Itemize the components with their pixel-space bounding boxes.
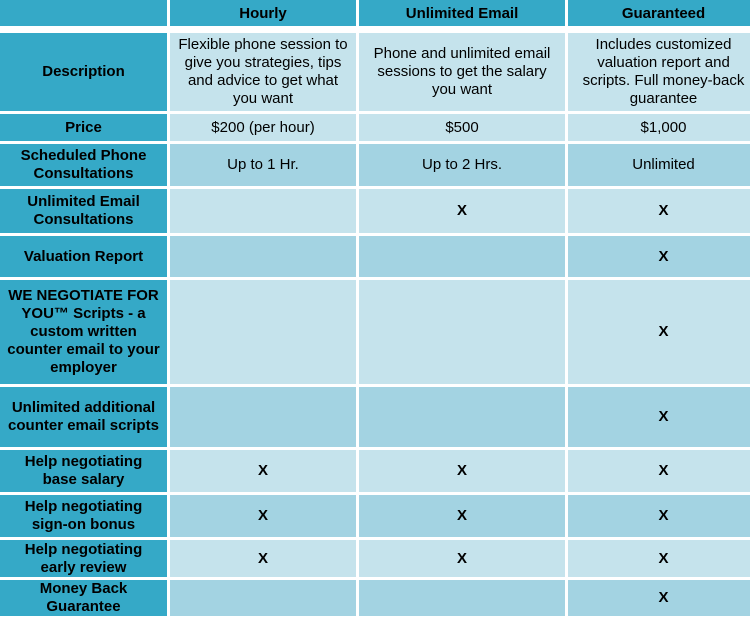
table-row-price: [0, 114, 750, 141]
table-row-early-review: [0, 540, 750, 577]
row-header: Price: [0, 114, 167, 141]
check-mark: X: [359, 450, 565, 492]
check-mark: X: [170, 540, 356, 577]
check-mark: X: [568, 495, 750, 537]
row-header: WE NEGOTIATE FOR YOU™ Scripts - a custom written counter email to your employer: [0, 280, 167, 384]
row-header: Help negotiating early review: [0, 540, 167, 577]
table-cell: Up to 1 Hr.: [170, 144, 356, 186]
column-header-unlimited-email: Unlimited Email: [359, 0, 565, 26]
table-row-scripts: [0, 280, 750, 384]
row-header: Help negotiating sign-on bonus: [0, 495, 167, 537]
header-gap-cell: [0, 29, 750, 30]
check-mark: X: [359, 540, 565, 577]
header-corner: [0, 0, 167, 26]
check-mark: [359, 580, 565, 616]
column-header-hourly: Hourly: [170, 0, 356, 26]
check-mark: [170, 189, 356, 233]
check-mark: [170, 580, 356, 616]
table-cell: $1,000: [568, 114, 750, 141]
check-mark: X: [568, 280, 750, 384]
check-mark: [359, 236, 565, 277]
table-cell: Unlimited: [568, 144, 750, 186]
check-mark: X: [568, 189, 750, 233]
table-cell: Flexible phone session to give you strategies, tips and advice to get what you want: [170, 33, 356, 111]
check-mark: [170, 236, 356, 277]
header-row: [0, 0, 750, 26]
table-cell: $200 (per hour): [170, 114, 356, 141]
column-header-guaranteed: Guaranteed: [568, 0, 750, 26]
check-mark: [170, 387, 356, 447]
table-cell: $500: [359, 114, 565, 141]
check-mark: X: [568, 580, 750, 616]
check-mark: X: [568, 236, 750, 277]
table-row-sign-on-bonus: [0, 495, 750, 537]
table-cell: Up to 2 Hrs.: [359, 144, 565, 186]
table-row-counter-scripts: [0, 387, 750, 447]
check-mark: X: [359, 495, 565, 537]
table-cell: Includes customized valuation report and scripts. Full money-back guarantee: [568, 33, 750, 111]
table-row-phone: [0, 144, 750, 186]
header-gap: [0, 29, 750, 30]
table-row-description: [0, 33, 750, 111]
row-header: Money Back Guarantee: [0, 580, 167, 616]
row-header: Unlimited Email Consultations: [0, 189, 167, 233]
check-mark: X: [359, 189, 565, 233]
check-mark: X: [568, 387, 750, 447]
table-cell: Phone and unlimited email sessions to get the salary you want: [359, 33, 565, 111]
check-mark: X: [568, 540, 750, 577]
row-header: Valuation Report: [0, 236, 167, 277]
check-mark: X: [170, 450, 356, 492]
table-row-money-back: [0, 580, 750, 616]
row-header: Description: [0, 33, 167, 111]
table-row-email: [0, 189, 750, 233]
check-mark: [170, 280, 356, 384]
row-header: Scheduled Phone Consultations: [0, 144, 167, 186]
table-row-base-salary: [0, 450, 750, 492]
check-mark: X: [170, 495, 356, 537]
check-mark: [359, 387, 565, 447]
row-header: Unlimited additional counter email scripts: [0, 387, 167, 447]
check-mark: X: [568, 450, 750, 492]
check-mark: [359, 280, 565, 384]
table-row-valuation: [0, 236, 750, 277]
row-header: Help negotiating base salary: [0, 450, 167, 492]
